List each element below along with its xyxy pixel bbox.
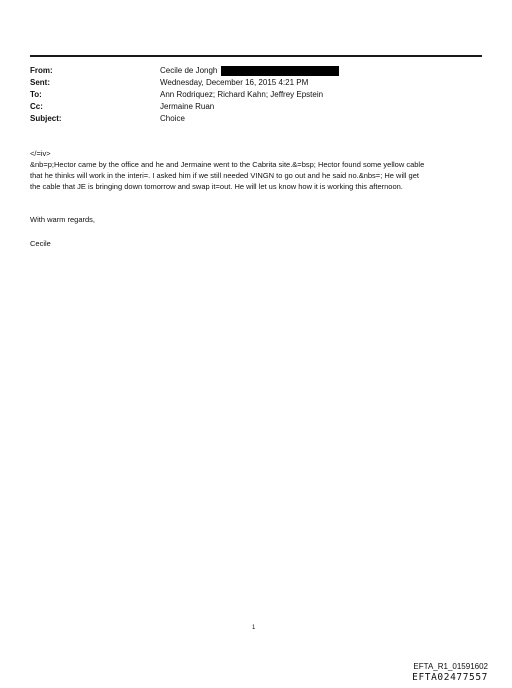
sent-row [30,77,339,89]
sent-label: Sent: [30,78,50,87]
to-row [30,89,339,101]
signature-text: Cecile [30,239,51,248]
body-line: </=iv> [30,149,51,158]
header-divider [30,55,482,57]
cc-value: Jermaine Ruan [160,102,215,111]
email-body [30,148,490,192]
to-value: Ann Rodriquez; Richard Kahn; Jeffrey Epstein [160,90,324,99]
to-label: To: [30,90,42,99]
body-line: &nb=p;Hector came by the office and he and Jermaine went to the Cabrita site.&=bsp; Hector found some yellow cable [30,160,425,169]
cc-row [30,101,339,113]
from-row [30,65,339,77]
body-line: the cable that JE is bringing down tomorrow and swap it=out. He will let us know how it is working this afternoon. [30,182,403,191]
redaction-block [221,66,339,76]
body-line: that he thinks will work in the interi=. I asked him if we still needed VINGN to go out and he said no.&nbs=; He will get [30,171,419,180]
from-value: Cecile de Jongh [160,66,218,75]
cc-label: Cc: [30,102,43,111]
email-header [30,65,339,125]
bates-stamp-primary: EFTA_R1_01591602 [413,662,488,671]
subject-label: Subject: [30,114,62,123]
subject-value: Choice [160,114,185,123]
from-value-wrap [160,65,339,77]
page-number: 1 [252,625,256,631]
from-label: From: [30,66,53,75]
subject-row [30,113,339,125]
closing-text: With warm regards, [30,215,96,224]
bates-stamp-secondary: EFTA02477557 [412,672,488,683]
sent-value: Wednesday, December 16, 2015 4:21 PM [160,78,309,87]
